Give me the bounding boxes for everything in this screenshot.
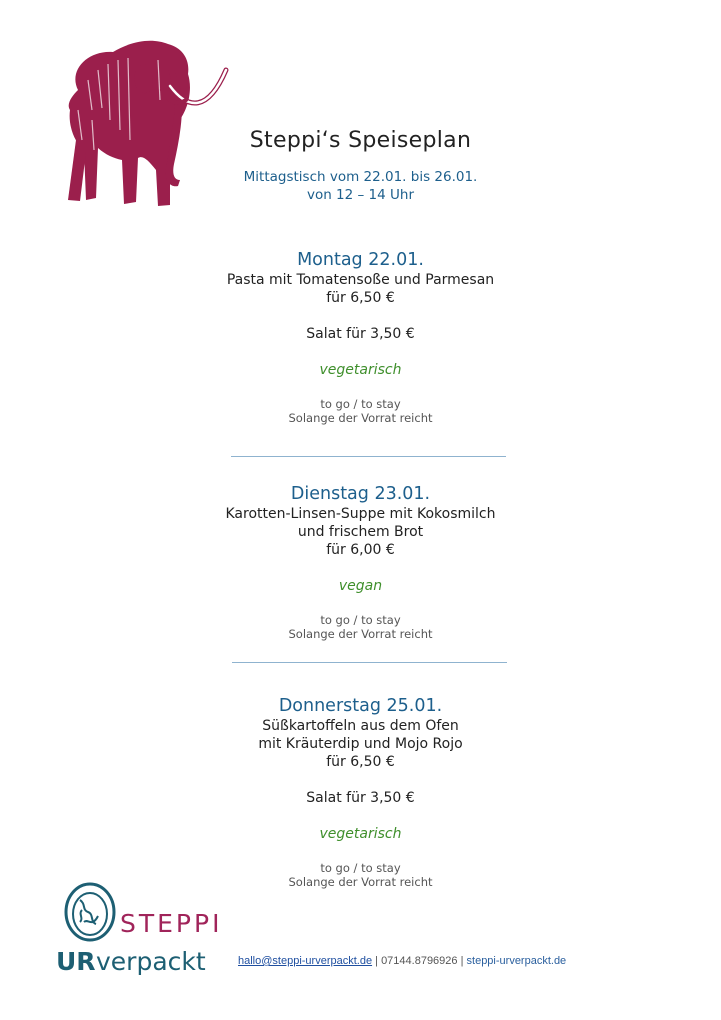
walnut-icon <box>66 884 114 940</box>
page-title: Steppi‘s Speiseplan <box>249 128 472 153</box>
dish-price: für 6,50 € <box>326 754 395 770</box>
togo-note: to go / to stay <box>320 613 401 627</box>
stock-note: Solange der Vorrat reicht <box>288 411 433 425</box>
separator: | <box>372 955 382 967</box>
website-link[interactable]: steppi-urverpackt.de <box>466 955 567 967</box>
separator: | <box>457 955 467 967</box>
dish-price: für 6,00 € <box>326 542 395 558</box>
phone-number: 07144.8796926 <box>381 955 458 967</box>
dish-line: Süßkartoffeln aus dem Ofen <box>262 718 459 734</box>
dish-line: mit Kräuterdip und Mojo Rojo <box>258 736 463 752</box>
togo-note: to go / to stay <box>320 861 401 875</box>
salad-price: Salat für 3,50 € <box>306 790 415 806</box>
day-heading: Montag 22.01. <box>297 250 424 270</box>
email-link[interactable]: hallo@steppi-urverpackt.de <box>238 955 373 967</box>
divider <box>232 662 507 663</box>
logo-ur-text: UR <box>56 947 96 976</box>
dish-line: Pasta mit Tomatensoße und Parmesan <box>226 272 495 288</box>
day-section-thursday <box>0 695 721 889</box>
diet-tag: vegan <box>338 578 383 594</box>
diet-tag: vegetarisch <box>319 826 402 842</box>
day-heading: Donnerstag 25.01. <box>278 696 443 716</box>
steppi-urverpackt-logo <box>54 882 226 978</box>
salad-price: Salat für 3,50 € <box>306 326 415 342</box>
stock-note: Solange der Vorrat reicht <box>288 875 433 889</box>
dish-line: Karotten-Linsen-Suppe mit Kokosmilch <box>225 506 496 522</box>
togo-note: to go / to stay <box>320 397 401 411</box>
day-section-tuesday <box>0 483 721 641</box>
day-section-monday <box>0 249 721 425</box>
divider <box>231 456 506 457</box>
dish-line: und frischem Brot <box>297 524 424 540</box>
dish-price: für 6,50 € <box>326 290 395 306</box>
stock-note: Solange der Vorrat reicht <box>288 627 433 641</box>
logo-steppi-text: STEPPI <box>120 909 223 938</box>
footer-contact <box>238 955 566 967</box>
subtitle-dates: Mittagstisch vom 22.01. bis 26.01. <box>243 169 478 185</box>
subtitle-hours: von 12 – 14 Uhr <box>306 187 415 203</box>
logo-verpackt-text: verpackt <box>96 947 206 976</box>
day-heading: Dienstag 23.01. <box>290 484 431 504</box>
diet-tag: vegetarisch <box>319 362 402 378</box>
